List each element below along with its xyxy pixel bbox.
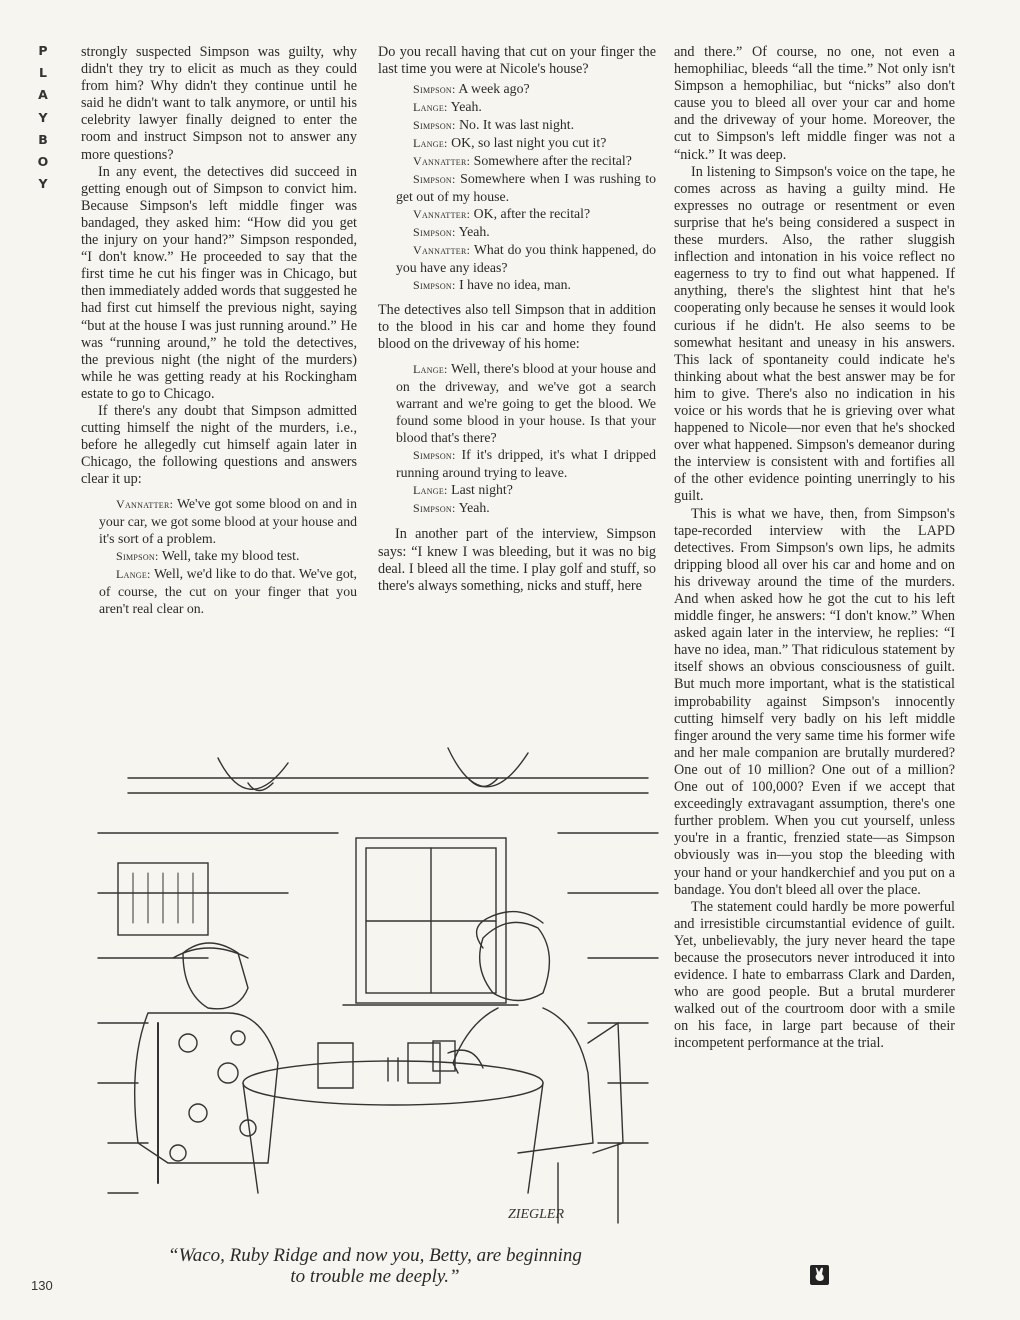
- speaker-name: Lange:: [413, 362, 448, 377]
- dialogue-line: [81, 495, 357, 547]
- speaker-name: Simpson:: [413, 118, 456, 133]
- speaker-name: Simpson:: [413, 501, 456, 516]
- interview-excerpt: [378, 360, 656, 517]
- paragraph: and there.” Of course, no one, not even a hemophiliac, bleeds “all the time.” Not only isn't Simpson a hemophiliac, but “nicks” also don't cause you to bleed all over your car and home and the driveway of your home. Moreover, the cut to Simpson's left middle finger was not a “nick.” It was deep.: [674, 44, 955, 163]
- cartoon-caption: [140, 1245, 610, 1287]
- speaker-name: Lange:: [413, 483, 448, 498]
- dialogue-text: We've got some blood on and in your car, we got some blood at your house and it's sort of a problem.: [99, 496, 358, 547]
- paragraph: If there's any doubt that Simpson admitted cutting himself the night of the murders, i.e., before he allegedly cut himself again later in Chicago, the following questions and answers clear it up:: [81, 402, 357, 488]
- dialogue-line: [378, 276, 656, 294]
- dialogue-text: Last night?: [451, 482, 513, 498]
- speaker-name: Simpson:: [413, 172, 456, 187]
- speaker-name: Simpson:: [413, 225, 456, 240]
- dialogue-line: [378, 223, 656, 241]
- dialogue-line: [378, 205, 656, 223]
- running-head: P L A Y B O Y: [37, 43, 49, 192]
- cartoon-signature: ZIEGLER: [508, 1207, 564, 1222]
- paragraph: The detectives also tell Simpson that in addition to the blood in his car and home they found blood on the driveway of his home:: [378, 302, 656, 353]
- caption-line: to trouble me deeply.”: [290, 1266, 460, 1287]
- speaker-name: Lange:: [116, 567, 151, 582]
- dialogue-line: [378, 481, 656, 499]
- speaker-name: Simpson:: [413, 278, 456, 293]
- paragraph: In listening to Simpson's voice on the tape, he comes across as having a guilty mind. He expresses no outrage or resentment or even surprise that he's being considered a suspect in these murders. Also, the rather sluggish inflection and intonation in his voice reflect no eagerness to try to find out what happened. If anything, there's the slightest hint that he's cooperating only because he senses it would look curious if he didn't. He also seems to be somewhat hesitant and uneasy in his answers. This lack of spontaneity could indicate he's thinking about what the best answer may be for him to give. There's also no indication in his voice or his words that he is grieving over what happened to Nicole—nor even that he's shocked over what happened. Simpson's demeanor during the interview is consistent with and fortifies all of the other evidence pointing unerringly to his guilt.: [674, 163, 955, 505]
- dialogue-text: Well, take my blood test.: [161, 548, 300, 564]
- dialogue-line: [378, 134, 656, 152]
- speaker-name: Vannatter:: [413, 154, 471, 169]
- speaker-name: Vannatter:: [413, 207, 471, 222]
- interview-excerpt: [378, 80, 656, 294]
- dialogue-text: No. It was last night.: [459, 117, 575, 133]
- dialogue-line: [81, 547, 357, 565]
- dialogue-text: I have no idea, man.: [459, 277, 571, 293]
- dialogue-text: Well, we'd like to do that. We've got, of course, the cut on your finger that you aren't real clear on.: [99, 566, 357, 617]
- paragraph: In any event, the detectives did succeed in getting enough out of Simpson to convict him. Because Simpson's left middle finger was bandaged, they asked him: “How did you get the injury on your hand?” Simpson responded, “I don't know.” He proceeded to say that the first time he cut his finger was in Chicago, but then immediately added words that suggested he had first cut himself the previous night, saying “but at the house I was just running around.” He was “running around,” he told the detectives, the previous night (the night of the murders) while he was getting ready at his Rockingham estate to go to Chicago.: [81, 163, 357, 402]
- paragraph: strongly suspected Simpson was guilty, why didn't they try to elicit as much as they could from him? Why didn't they continue until he said he didn't want to talk anymore, or until his celebrity lawyer finally deigned to enter the room and instruct Simpson not to answer any more questions?: [81, 44, 357, 163]
- speaker-name: Simpson:: [116, 549, 159, 564]
- article-column-1: [81, 44, 357, 626]
- paragraph: In another part of the interview, Simpson says: “I knew I was bleeding, but it was no big deal. I bleed all the time. I play golf and stuff, so there's always something, nicks and stuff, here: [378, 526, 656, 594]
- speaker-name: Simpson:: [413, 448, 456, 463]
- end-mark-icon: [810, 1265, 829, 1285]
- dialogue-text: OK, so last night you cut it?: [451, 135, 607, 151]
- dialogue-text: Yeah.: [458, 224, 490, 240]
- dialogue-text: Somewhere after the recital?: [473, 153, 632, 169]
- dialogue-line: [378, 170, 656, 205]
- speaker-name: Simpson:: [413, 82, 456, 97]
- dialogue-text: If it's dripped, it's what I dripped running around trying to leave.: [396, 447, 656, 481]
- dialogue-line: [378, 152, 656, 170]
- dialogue-text: OK, after the recital?: [473, 206, 591, 222]
- cartoon-illustration: [88, 723, 668, 1238]
- dialogue-line: [378, 116, 656, 134]
- dialogue-text: Yeah.: [458, 500, 490, 516]
- speaker-name: Vannatter:: [413, 243, 471, 258]
- caption-line: “Waco, Ruby Ridge and now you, Betty, are beginning: [168, 1245, 582, 1266]
- dialogue-text: Yeah.: [450, 99, 482, 115]
- dialogue-line: [378, 80, 656, 98]
- dialogue-line: [81, 565, 357, 617]
- dialogue-line: [378, 241, 656, 276]
- dialogue-line: [378, 98, 656, 116]
- speaker-name: Lange:: [413, 100, 448, 115]
- article-column-2: [378, 44, 656, 595]
- dialogue-text: What do you think happened, do you have any ideas?: [396, 242, 657, 276]
- dialogue-text: Somewhere when I was rushing to get out of my house.: [396, 171, 656, 205]
- dialogue-text: Well, there's blood at your house and on the driveway, and we've got a search warrant and we're going to get the blood. We found some blood in your house. Is that your blood that's there?: [396, 361, 656, 446]
- dialogue-continuation: Do you recall having that cut on your finger the last time you were at Nicole's house?: [378, 44, 656, 78]
- speaker-name: Vannatter:: [116, 497, 174, 512]
- article-column-3: [674, 44, 955, 1053]
- dialogue-line: [378, 446, 656, 481]
- speaker-name: Lange:: [413, 136, 448, 151]
- dialogue-line: [378, 360, 656, 446]
- paragraph: The statement could hardly be more powerful and irresistible circumstantial evidence of guilt. Yet, unbelievably, the jury never heard the tape because the prosecutors never introduced it into evidence. I hate to embarrass Clark and Darden, who are good people. But a brutal murderer walked out of the courtroom door with a smile on his face, in large part because of their incompetent performance at the trial.: [674, 898, 955, 1052]
- dialogue-text: A week ago?: [458, 81, 530, 97]
- page-number: 130: [31, 1278, 53, 1293]
- interview-excerpt: [81, 495, 357, 617]
- dialogue-line: [378, 499, 656, 517]
- paragraph: This is what we have, then, from Simpson's tape-recorded interview with the LAPD detectives. From Simpson's own lips, he admits dripping blood all over his car and home and on his driveway around the time of the murders. And when asked how he got the cut to his left middle finger, he answers: “I don't know.” When asked again later in the interview, he replies: “I have no idea, man.” That ridiculous statement by itself shows an obvious consciousness of guilt. But much more important, what is the statistical improbability against Simpson's innocently cutting himself very badly on his left middle finger around the very same time his former wife and her male companion are brutally murdered? One out of 10 million? One out of a million? One out of 100,000? Even if we accept that exceedingly extravagant assumption, there's one further problem. When you cut yourself, unless you're in a frantic, frenzied state—as Simpson obviously was in—you stop the bleeding with your hand or your handkerchief and you put on a bandage. You don't bleed all over the place.: [674, 505, 955, 898]
